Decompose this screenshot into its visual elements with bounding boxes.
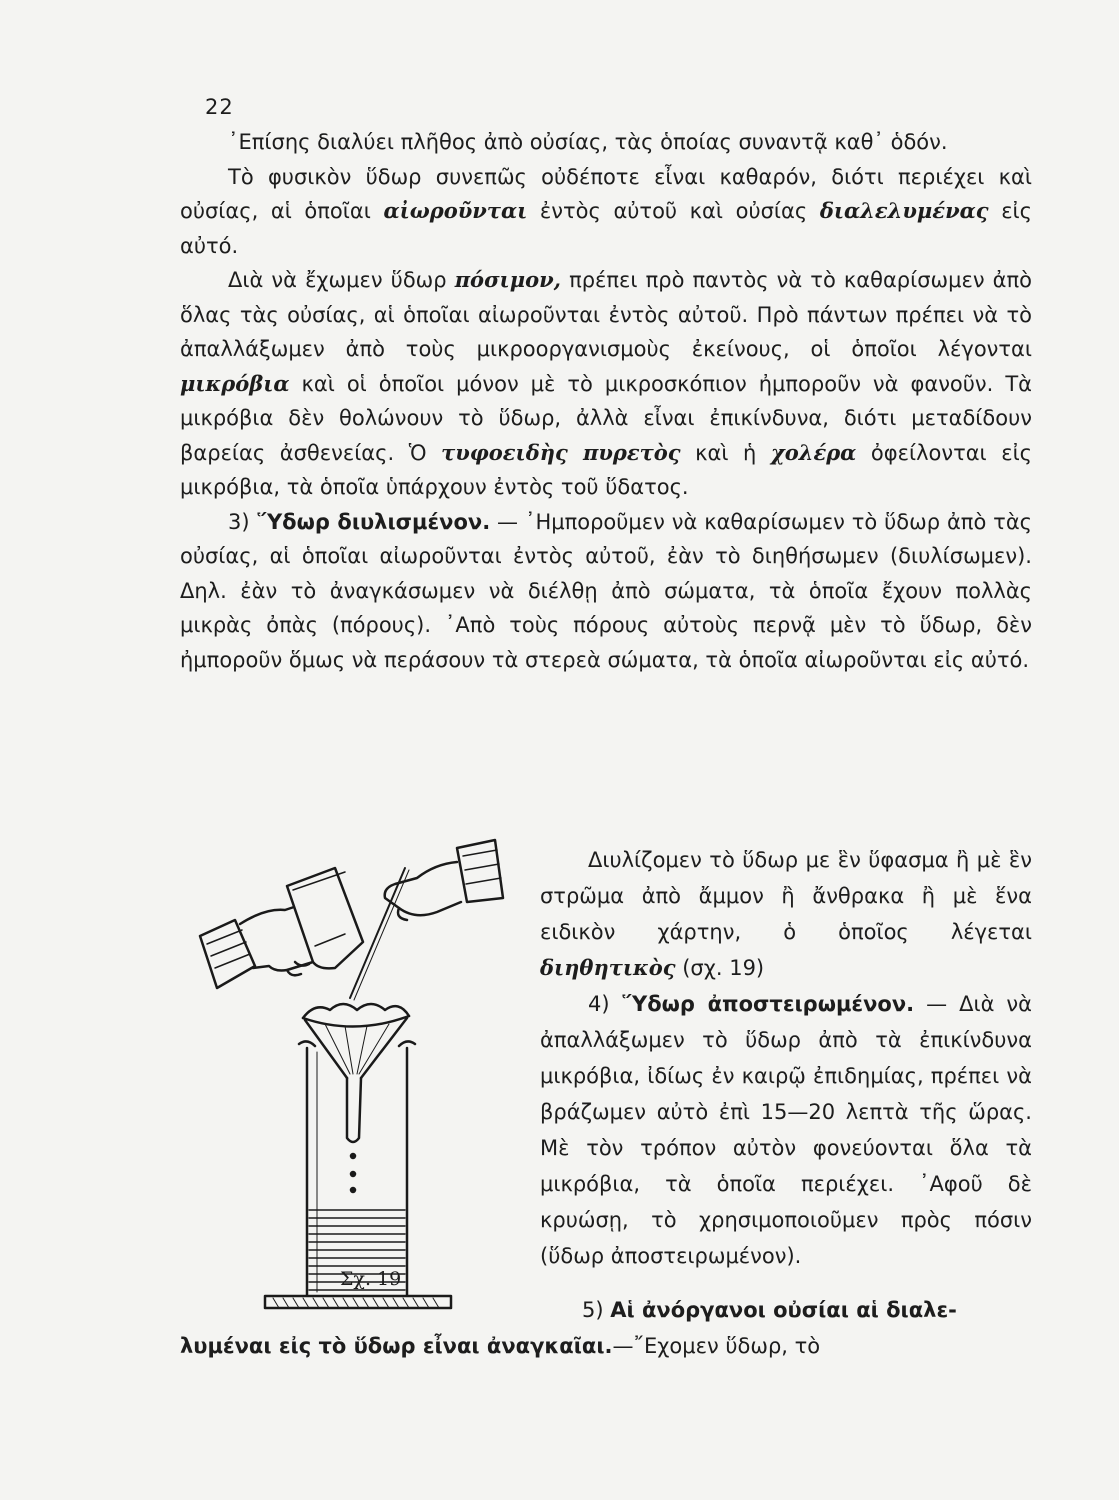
paragraph-2 <box>180 160 1032 264</box>
text-run: ἐντὸς αὐτοῦ καὶ οὐσίας <box>527 199 820 223</box>
section-heading-sterilized-water: ῞Υδωρ ἀποστειρωμένον. <box>621 992 915 1016</box>
figure-caption: Σχ. 19 <box>340 1268 402 1290</box>
section-heading-inorganic-cont: λυμέναι εἰς τὸ ὕδωρ εἶναι ἀναγκαῖαι. <box>180 1334 613 1358</box>
paragraph-3 <box>180 263 1032 505</box>
text-run: Διὰ νὰ ἔχωμεν ὕδωρ <box>228 268 455 292</box>
text-run: 4) <box>588 992 622 1016</box>
side-text <box>540 842 1032 1274</box>
text-run: 5) <box>582 1298 611 1322</box>
text-run: Διυλίζομεν τὸ ὕδωρ με ἓν ὕφασμα ἢ μὲ ἓν στρῶμα ἀπὸ ἄμμον ἢ ἄνθρακα ἢ μὲ ἕνα ειδικὸν χάρτην, ὁ ὁποῖος λέγεται <box>540 848 1032 944</box>
text-run: —῎Εχομεν ὕδωρ, τὸ <box>612 1334 821 1358</box>
bottom-text <box>180 1292 1032 1364</box>
side-paragraph-2 <box>540 986 1032 1274</box>
emphasis-microbes: μικρόβια <box>180 370 290 396</box>
text-run: ὀφείλονται εἰς μικρόβια, τὰ ὁποῖα ὑπάρχουν ἐντὸς τοῦ ὕδατος. <box>180 440 1033 499</box>
emphasis-typhoid: τυφοειδὴς πυρετὸς <box>441 439 681 465</box>
text-run: — Διὰ νὰ ἀπαλλάξωμεν τὸ ὕδωρ ἀπὸ τὰ ἐπικίνδυνα μικρόβια, ἰδίως ἐν καιρῷ ἐπιδημίας, πρέπει νὰ βράζωμεν αὐτὸ ἐπὶ 15—20 λεπτὰ τῆς ὥρας. Μὲ τὸν τρόπον αὐτὸν φονεύονται ὅλα τὰ μικρόβια, τὰ ὁποῖα περιέχει. ᾿Αφοῦ δὲ κρυώσῃ, τὸ χρησιμοποιοῦμεν πρὸς πόσιν (ὕδωρ ἀποστειρωμένον). <box>540 992 1033 1268</box>
bottom-line-2 <box>180 1328 1032 1364</box>
text-run: 3) <box>228 509 257 534</box>
emphasis-dissolved: διαλελυμένας <box>819 198 989 223</box>
text-run: καὶ ἡ <box>680 440 771 465</box>
text-run: — ᾿Ημποροῦμεν νὰ καθαρίσωμεν τὸ ὕδωρ ἀπὸ τὰς οὐσίας, αἱ ὁποῖαι αἰωροῦνται ἐντὸς αὐτοῦ, ἐὰν τὸ διηθήσωμεν (διυλίσωμεν). Δηλ. ἐὰν τὸ ἀναγκάσωμεν νὰ διέλθῃ ἀπὸ σώματα, τὰ ὁποῖα ἔχουν πολλὰς μικρὰς ὀπὰς (πόρους). ᾿Απὸ τοὺς πόρους αὐτοὺς περνᾷ μὲν τὸ ὕδωρ, δὲν ἠμποροῦν ὅμως νὰ περάσουν τὰ στερεὰ σώματα, τὰ ὁποῖα αἰωροῦνται εἰς αὐτό. <box>180 509 1032 672</box>
section-heading-filtered-water: ῞Υδωρ διυλισμένον. <box>256 509 491 534</box>
text-run: Τὸ φυσικὸν ὕδωρ συνεπῶς οὐδέποτε εἶναι καθαρόν, διότι περιέχει καὶ οὐσίας, αἱ ὁποῖαι <box>180 164 1032 223</box>
main-text <box>180 125 1032 677</box>
side-paragraph-1 <box>540 842 1032 986</box>
text-run: καὶ οἱ ὁποῖοι μόνον μὲ τὸ μικροσκόπιον ἠμποροῦν νὰ φανοῦν. Τὰ μικρόβια δὲν θολώνουν τὸ ὕδωρ, ἀλλὰ εἶναι ἐπικίνδυνα, διότι μεταδίδουν βαρείας ἀσθενείας. Ὁ <box>180 371 1032 465</box>
emphasis-cholera: χολέρα <box>770 439 857 465</box>
emphasis-filter-paper: διηθητικὸς <box>540 955 676 980</box>
page-number: 22 <box>205 95 234 119</box>
filtering-apparatus-illustration <box>195 838 535 1318</box>
emphasis-potable: πόσιμον, <box>454 267 561 292</box>
text-run: πρέπει πρὸ παντὸς νὰ τὸ καθαρίσωμεν ἀπὸ ὅλας τὰς οὐσίας, αἱ ὁποῖαι αἰωροῦνται ἐντὸς αὐτοῦ. Πρὸ πάντων πρέπει νὰ τὸ ἀπαλλάξωμεν ἀπὸ τοὺς μικροοργανισμοὺς ἐκείνους, οἱ ὁποῖοι λέγονται <box>180 268 1032 361</box>
section-heading-inorganic: Αἱ ἀνόργανοι οὐσίαι αἱ διαλε- <box>610 1298 957 1322</box>
paragraph-1: ᾿Επίσης διαλύει πλῆθος ἀπὸ οὐσίας, τὰς ὁποίας συναντᾷ καθ᾿ ὁδόν. <box>228 130 948 154</box>
figure-19 <box>195 838 535 1318</box>
paragraph-4 <box>180 505 1032 678</box>
text-run: (σχ. 19) <box>675 956 765 980</box>
emphasis-suspended: αἰωροῦνται <box>383 198 528 223</box>
text-run: εἰς αὐτό. <box>180 199 1032 258</box>
bottom-line-1 <box>582 1292 1032 1328</box>
